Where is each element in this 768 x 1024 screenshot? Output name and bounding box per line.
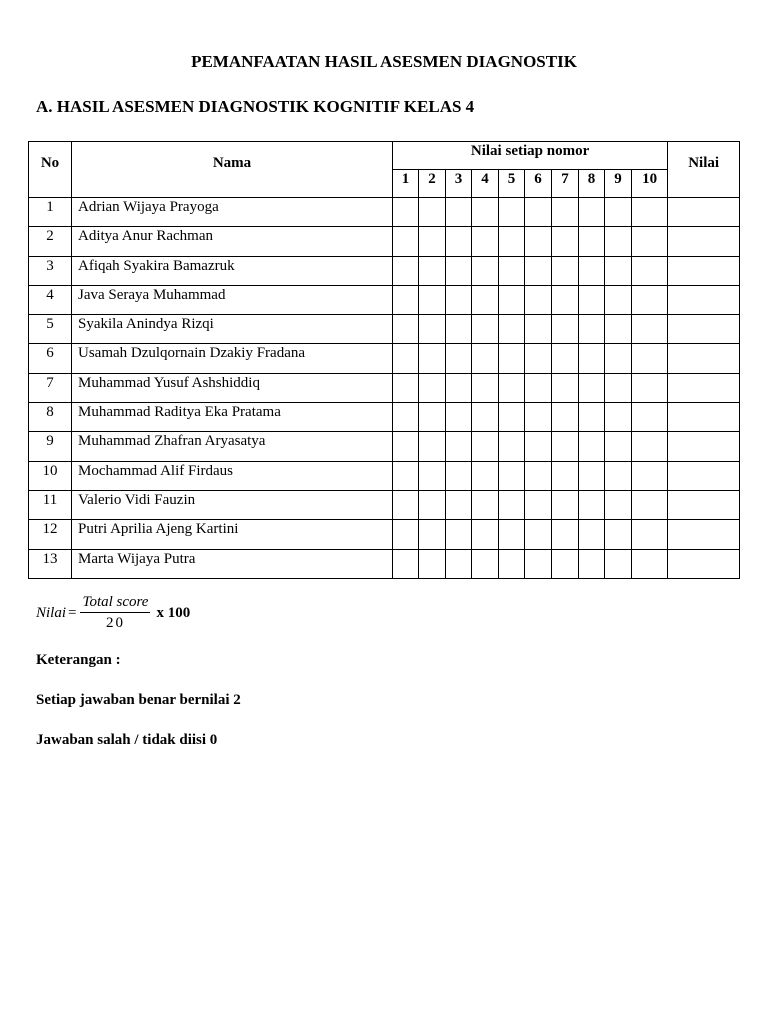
student-name: Syakila Anindya Rizqi (72, 315, 393, 344)
row-number: 12 (29, 520, 72, 549)
score-cell-q2 (419, 344, 446, 373)
score-cell-q7 (552, 285, 579, 314)
score-cell-q9 (605, 520, 632, 549)
score-cell-q6 (525, 520, 552, 549)
score-cell-q3 (446, 344, 472, 373)
score-cell-q1 (393, 227, 419, 256)
score-cell-q10 (632, 285, 668, 314)
score-cell-q1 (393, 490, 419, 519)
score-cell-q9 (605, 315, 632, 344)
total-nilai-cell (668, 227, 740, 256)
header-question-9: 9 (605, 170, 632, 198)
table-row (29, 403, 740, 432)
total-nilai-cell (668, 432, 740, 461)
header-question-5: 5 (499, 170, 525, 198)
table-row (29, 344, 740, 373)
total-nilai-cell (668, 403, 740, 432)
score-cell-q9 (605, 403, 632, 432)
row-number: 11 (29, 490, 72, 519)
score-cell-q4 (472, 315, 499, 344)
score-cell-q6 (525, 373, 552, 402)
student-name: Valerio Vidi Fauzin (72, 490, 393, 519)
score-cell-q10 (632, 520, 668, 549)
header-nama: Nama (72, 142, 393, 198)
score-cell-q2 (419, 285, 446, 314)
score-cell-q8 (579, 227, 605, 256)
score-cell-q4 (472, 549, 499, 578)
score-cell-q5 (499, 432, 525, 461)
total-nilai-cell (668, 461, 740, 490)
header-question-3: 3 (446, 170, 472, 198)
score-cell-q9 (605, 285, 632, 314)
row-number: 13 (29, 549, 72, 578)
score-cell-q10 (632, 403, 668, 432)
row-number: 4 (29, 285, 72, 314)
score-cell-q9 (605, 227, 632, 256)
score-cell-q4 (472, 520, 499, 549)
total-nilai-cell (668, 490, 740, 519)
score-cell-q4 (472, 461, 499, 490)
score-cell-q7 (552, 227, 579, 256)
row-number: 7 (29, 373, 72, 402)
score-cell-q6 (525, 403, 552, 432)
section-title: A. HASIL ASESMEN DIAGNOSTIK KOGNITIF KELAS 4 (36, 97, 475, 116)
score-cell-q8 (579, 344, 605, 373)
score-cell-q4 (472, 432, 499, 461)
score-cell-q9 (605, 344, 632, 373)
score-cell-q2 (419, 373, 446, 402)
score-cell-q2 (419, 520, 446, 549)
score-cell-q4 (472, 285, 499, 314)
score-cell-q7 (552, 198, 579, 227)
score-cell-q8 (579, 285, 605, 314)
score-cell-q9 (605, 198, 632, 227)
score-cell-q9 (605, 373, 632, 402)
formula-equals: = (68, 604, 77, 621)
score-cell-q10 (632, 315, 668, 344)
score-cell-q7 (552, 315, 579, 344)
formula-numerator: Total score (80, 594, 150, 613)
score-cell-q2 (419, 256, 446, 285)
student-name: Usamah Dzulqornain Dzakiy Fradana (72, 344, 393, 373)
score-cell-q7 (552, 520, 579, 549)
score-cell-q10 (632, 373, 668, 402)
score-cell-q6 (525, 490, 552, 519)
score-cell-q1 (393, 285, 419, 314)
table-row (29, 490, 740, 519)
score-cell-q3 (446, 256, 472, 285)
score-cell-q4 (472, 227, 499, 256)
score-cell-q5 (499, 373, 525, 402)
score-cell-q3 (446, 373, 472, 402)
table-row (29, 432, 740, 461)
score-cell-q8 (579, 432, 605, 461)
score-cell-q7 (552, 256, 579, 285)
score-cell-q3 (446, 403, 472, 432)
table-row (29, 285, 740, 314)
score-cell-q2 (419, 315, 446, 344)
table-row (29, 256, 740, 285)
header-question-4: 4 (472, 170, 499, 198)
formula-lhs: Nilai (36, 604, 67, 621)
score-cell-q1 (393, 432, 419, 461)
header-question-7: 7 (552, 170, 579, 198)
score-cell-q7 (552, 403, 579, 432)
total-nilai-cell (668, 315, 740, 344)
score-cell-q2 (419, 490, 446, 519)
score-cell-q1 (393, 198, 419, 227)
score-cell-q8 (579, 256, 605, 285)
note-wrong-answer: Jawaban salah / tidak diisi 0 (36, 732, 218, 748)
total-nilai-cell (668, 549, 740, 578)
notes-label: Keterangan : (36, 652, 121, 668)
student-name: Aditya Anur Rachman (72, 227, 393, 256)
score-cell-q2 (419, 227, 446, 256)
score-cell-q2 (419, 198, 446, 227)
header-question-8: 8 (579, 170, 605, 198)
score-cell-q5 (499, 403, 525, 432)
score-cell-q7 (552, 432, 579, 461)
score-cell-q2 (419, 432, 446, 461)
formula-multiplier: x 100 (156, 604, 191, 621)
score-cell-q4 (472, 373, 499, 402)
score-cell-q6 (525, 285, 552, 314)
total-nilai-cell (668, 285, 740, 314)
score-cell-q5 (499, 344, 525, 373)
student-name: Muhammad Yusuf Ashshiddiq (72, 373, 393, 402)
student-name: Adrian Wijaya Prayoga (72, 198, 393, 227)
document-title: PEMANFAATAN HASIL ASESMEN DIAGNOSTIK (191, 52, 577, 71)
score-cell-q1 (393, 461, 419, 490)
total-nilai-cell (668, 344, 740, 373)
score-cell-q8 (579, 490, 605, 519)
score-cell-q6 (525, 256, 552, 285)
score-cell-q6 (525, 198, 552, 227)
student-name: Mochammad Alif Firdaus (72, 461, 393, 490)
student-name: Putri Aprilia Ajeng Kartini (72, 520, 393, 549)
score-cell-q7 (552, 549, 579, 578)
score-cell-q9 (605, 256, 632, 285)
formula-denominator: 20 (105, 615, 125, 631)
header-nilai: Nilai (668, 142, 740, 198)
row-number: 1 (29, 198, 72, 227)
score-cell-q2 (419, 549, 446, 578)
table-row (29, 315, 740, 344)
row-number: 3 (29, 256, 72, 285)
score-cell-q7 (552, 373, 579, 402)
score-cell-q8 (579, 403, 605, 432)
score-formula (36, 594, 190, 632)
score-cell-q7 (552, 344, 579, 373)
score-cell-q8 (579, 549, 605, 578)
score-cell-q5 (499, 227, 525, 256)
score-cell-q10 (632, 344, 668, 373)
score-cell-q8 (579, 198, 605, 227)
student-name: Java Seraya Muhammad (72, 285, 393, 314)
header-question-1: 1 (393, 170, 419, 198)
score-cell-q1 (393, 403, 419, 432)
score-cell-q3 (446, 285, 472, 314)
row-number: 5 (29, 315, 72, 344)
table-row (29, 227, 740, 256)
score-cell-q2 (419, 403, 446, 432)
table-row (29, 520, 740, 549)
score-cell-q9 (605, 490, 632, 519)
score-cell-q5 (499, 461, 525, 490)
score-cell-q5 (499, 549, 525, 578)
score-cell-q5 (499, 198, 525, 227)
score-cell-q4 (472, 198, 499, 227)
formula-fraction (80, 594, 150, 632)
score-cell-q3 (446, 520, 472, 549)
student-name: Muhammad Raditya Eka Pratama (72, 403, 393, 432)
score-cell-q5 (499, 256, 525, 285)
header-question-6: 6 (525, 170, 552, 198)
score-cell-q4 (472, 403, 499, 432)
score-cell-q8 (579, 520, 605, 549)
score-cell-q3 (446, 432, 472, 461)
score-cell-q6 (525, 549, 552, 578)
score-cell-q6 (525, 315, 552, 344)
score-cell-q1 (393, 256, 419, 285)
student-name: Muhammad Zhafran Aryasatya (72, 432, 393, 461)
score-cell-q10 (632, 549, 668, 578)
score-cell-q4 (472, 490, 499, 519)
table-row (29, 373, 740, 402)
score-cell-q5 (499, 520, 525, 549)
score-cell-q3 (446, 315, 472, 344)
score-cell-q1 (393, 373, 419, 402)
header-question-10: 10 (632, 170, 668, 198)
score-cell-q10 (632, 432, 668, 461)
score-cell-q10 (632, 198, 668, 227)
score-cell-q1 (393, 549, 419, 578)
total-nilai-cell (668, 198, 740, 227)
student-name: Afiqah Syakira Bamazruk (72, 256, 393, 285)
score-cell-q3 (446, 198, 472, 227)
score-cell-q10 (632, 227, 668, 256)
score-cell-q3 (446, 549, 472, 578)
score-cell-q9 (605, 432, 632, 461)
table-row (29, 461, 740, 490)
score-cell-q8 (579, 461, 605, 490)
score-table (28, 141, 740, 579)
student-name: Marta Wijaya Putra (72, 549, 393, 578)
score-cell-q7 (552, 490, 579, 519)
score-cell-q1 (393, 520, 419, 549)
table-row (29, 198, 740, 227)
score-cell-q6 (525, 432, 552, 461)
score-cell-q9 (605, 549, 632, 578)
score-cell-q7 (552, 461, 579, 490)
row-number: 10 (29, 461, 72, 490)
score-cell-q8 (579, 373, 605, 402)
score-cell-q2 (419, 461, 446, 490)
total-nilai-cell (668, 520, 740, 549)
row-number: 2 (29, 227, 72, 256)
header-question-2: 2 (419, 170, 446, 198)
note-correct-answer: Setiap jawaban benar bernilai 2 (36, 692, 241, 708)
row-number: 9 (29, 432, 72, 461)
score-cell-q3 (446, 227, 472, 256)
row-number: 6 (29, 344, 72, 373)
score-cell-q4 (472, 344, 499, 373)
score-cell-q4 (472, 256, 499, 285)
total-nilai-cell (668, 256, 740, 285)
header-nilai-setiap-nomor: Nilai setiap nomor (393, 142, 668, 170)
table-row (29, 549, 740, 578)
score-cell-q5 (499, 285, 525, 314)
score-cell-q9 (605, 461, 632, 490)
score-cell-q6 (525, 227, 552, 256)
score-cell-q1 (393, 344, 419, 373)
header-no: No (29, 142, 72, 198)
score-cell-q3 (446, 490, 472, 519)
score-cell-q5 (499, 490, 525, 519)
total-nilai-cell (668, 373, 740, 402)
score-cell-q3 (446, 461, 472, 490)
score-cell-q1 (393, 315, 419, 344)
score-cell-q5 (499, 315, 525, 344)
score-cell-q10 (632, 490, 668, 519)
score-cell-q6 (525, 461, 552, 490)
score-cell-q6 (525, 344, 552, 373)
score-cell-q10 (632, 461, 668, 490)
score-cell-q8 (579, 315, 605, 344)
row-number: 8 (29, 403, 72, 432)
score-cell-q10 (632, 256, 668, 285)
